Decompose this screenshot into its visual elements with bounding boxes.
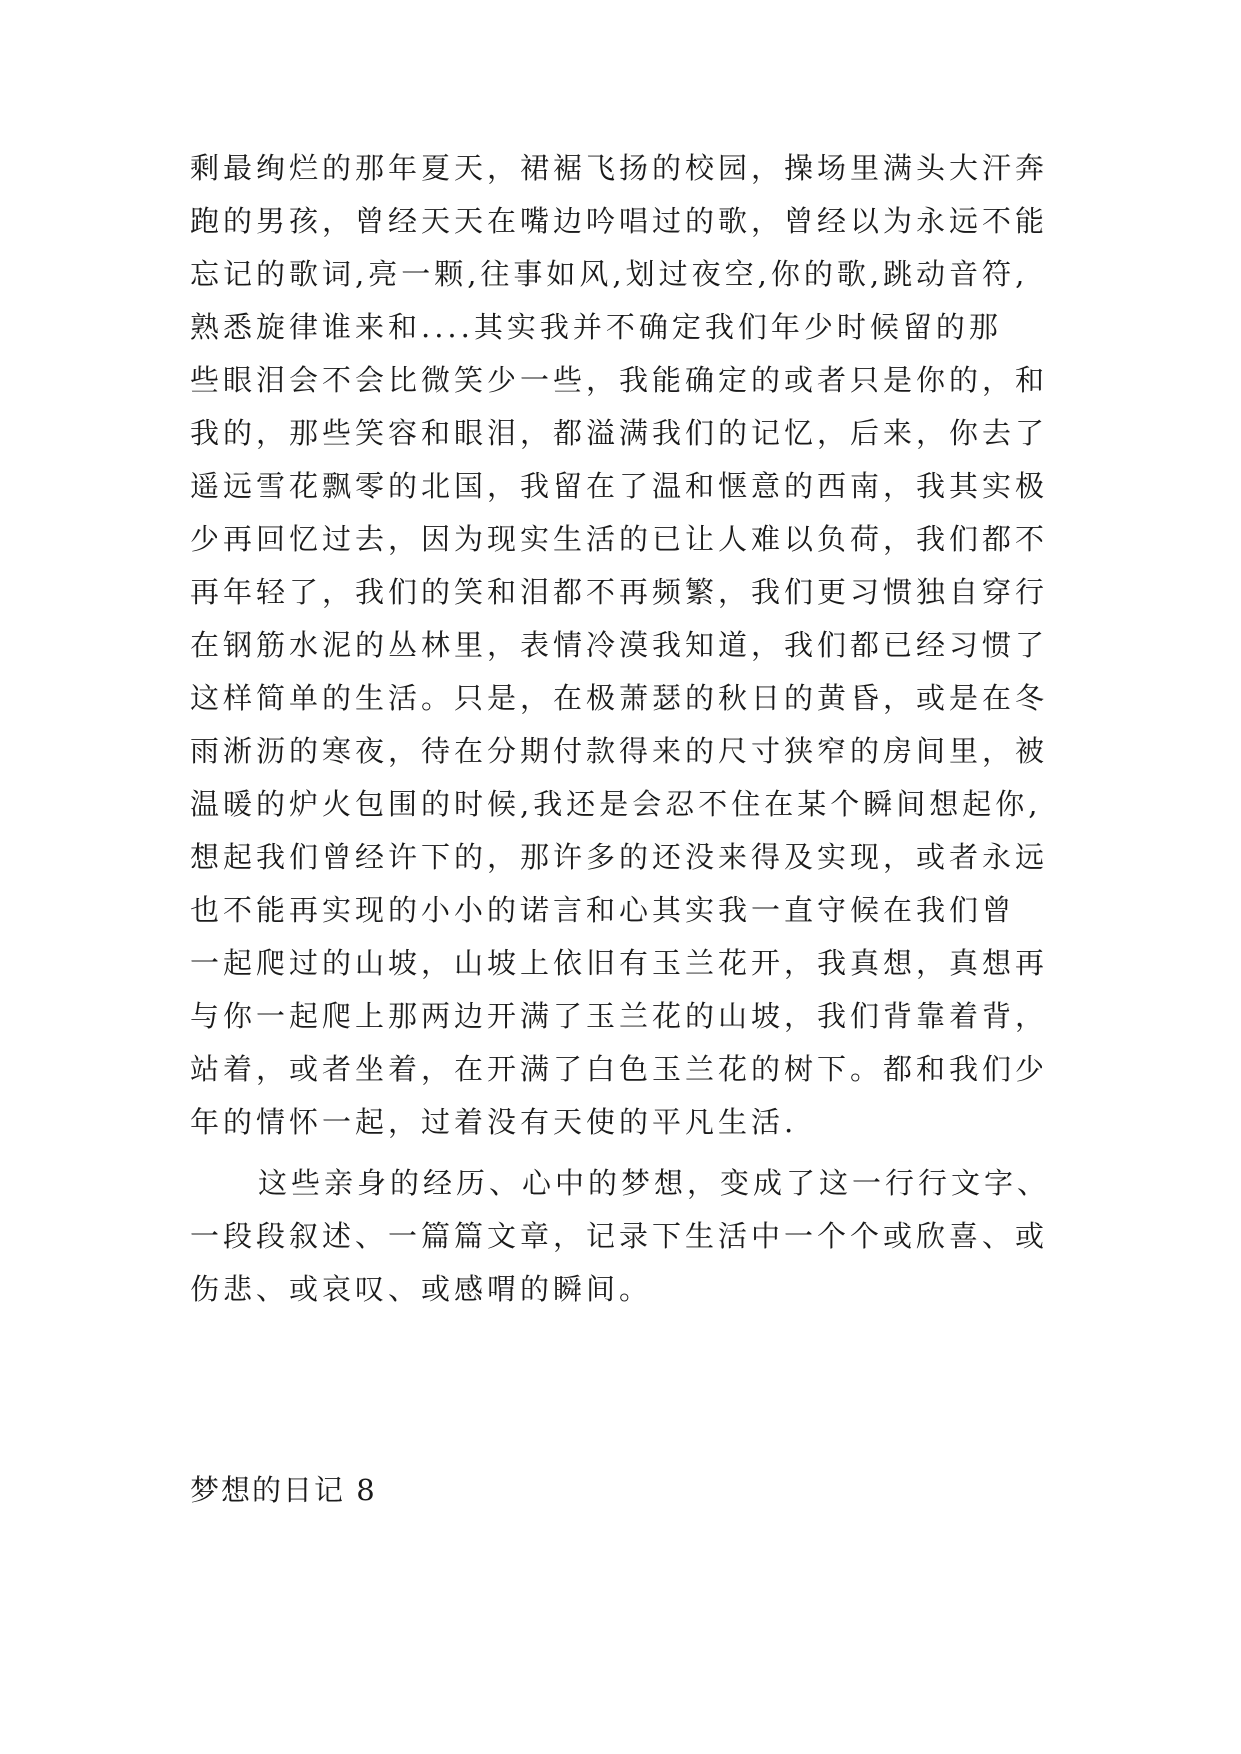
paragraph-1-line: 忘记的歌词,亮一颗,往事如风,划过夜空,你的歌,跳动音符, bbox=[190, 257, 1029, 291]
paragraph-1-line: 这样简单的生活。只是，在极萧瑟的秋日的黄昏，或是在冬 bbox=[190, 681, 1049, 715]
paragraph-1-line: 少再回忆过去，因为现实生活的已让人难以负荷，我们都不 bbox=[190, 522, 1049, 556]
paragraph-1-line: 熟悉旋律谁来和....其实我并不确定我们年少时候留的那 bbox=[190, 310, 1002, 344]
paragraph-1-line: 再年轻了，我们的笑和泪都不再频繁，我们更习惯独自穿行 bbox=[190, 575, 1049, 609]
paragraph-1-line: 也不能再实现的小小的诺言和心其实我一直守候在我们曾 bbox=[190, 893, 1016, 927]
section-heading: 梦想的日记 8 bbox=[190, 1473, 377, 1507]
paragraph-2-line: 一段段叙述、一篇篇文章，记录下生活中一个个或欣喜、或 bbox=[190, 1219, 1049, 1253]
paragraph-1-line: 在钢筋水泥的丛林里，表情冷漠我知道，我们都已经习惯了 bbox=[190, 628, 1049, 662]
paragraph-1-line: 想起我们曾经许下的，那许多的还没来得及实现，或者永远 bbox=[190, 840, 1049, 874]
paragraph-1-line: 雨淅沥的寒夜，待在分期付款得来的尺寸狭窄的房间里，被 bbox=[190, 734, 1049, 768]
paragraph-1-line: 一起爬过的山坡，山坡上依旧有玉兰花开，我真想，真想再 bbox=[190, 946, 1049, 980]
paragraph-2-line: 伤悲、或哀叹、或感喟的瞬间。 bbox=[190, 1272, 653, 1306]
paragraph-1-line: 剩最绚烂的那年夏天，裙裾飞扬的校园，操场里满头大汗奔 bbox=[190, 151, 1049, 185]
paragraph-1-line: 温暖的炉火包围的时候,我还是会忍不住在某个瞬间想起你, bbox=[190, 787, 1042, 821]
paragraph-1-line: 我的，那些笑容和眼泪，都溢满我们的记忆，后来，你去了 bbox=[190, 416, 1049, 450]
paragraph-1-line: 站着，或者坐着，在开满了白色玉兰花的树下。都和我们少 bbox=[190, 1052, 1049, 1086]
paragraph-1-line: 与你一起爬上那两边开满了玉兰花的山坡，我们背靠着背， bbox=[190, 999, 1049, 1033]
paragraph-1-line: 年的情怀一起，过着没有天使的平凡生活. bbox=[190, 1105, 798, 1139]
paragraph-2-line: 这些亲身的经历、心中的梦想，变成了这一行行文字、 bbox=[258, 1166, 1051, 1200]
paragraph-1-line: 跑的男孩，曾经天天在嘴边吟唱过的歌，曾经以为永远不能 bbox=[190, 204, 1049, 238]
paragraph-1-line: 些眼泪会不会比微笑少一些，我能确定的或者只是你的，和 bbox=[190, 363, 1049, 397]
paragraph-1-line: 遥远雪花飘零的北国，我留在了温和惬意的西南，我其实极 bbox=[190, 469, 1049, 503]
